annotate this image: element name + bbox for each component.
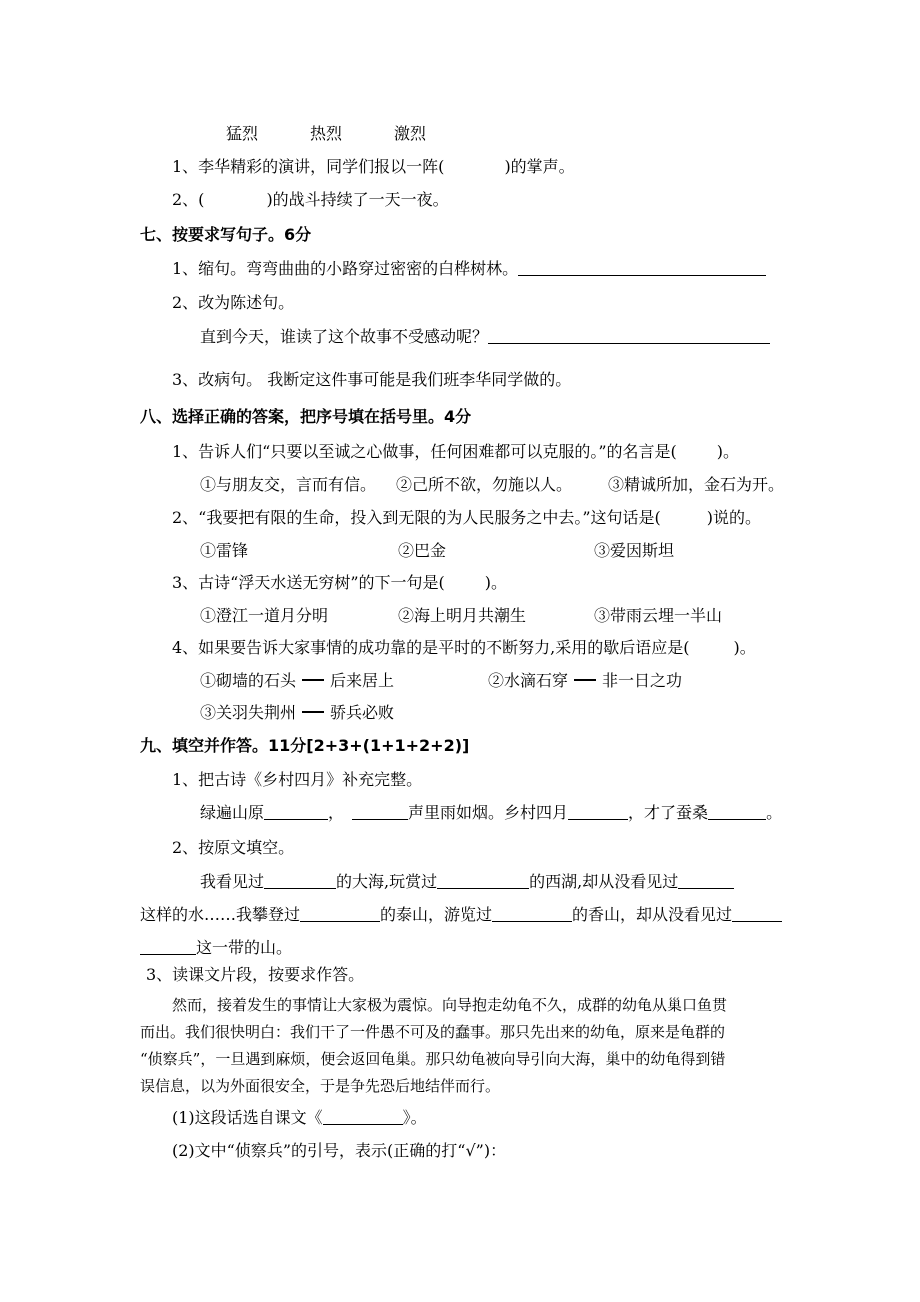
s8-question-1: 1、告诉人们“只要以至诚之心做事，任何困难都可以克服的。”的名言是( )。 xyxy=(172,442,740,461)
poem-blank-3[interactable] xyxy=(568,803,628,820)
passage-line-3: “侦察兵”，一旦遇到麻烦，便会返回龟巢。那只幼龟被向导引向大海，巢中的幼龟得到错 xyxy=(140,1050,726,1068)
passage-line-1: 然而，接着发生的事情让大家极为震惊。向导抱走幼龟不久，成群的幼龟从巢口鱼贯 xyxy=(172,996,728,1014)
s9-question-1: 1、把古诗《乡村四月》补充完整。 xyxy=(172,770,423,789)
s9-question-3: 3、读课文片段，按要求作答。 xyxy=(146,965,365,984)
s9-question-2: 2、按原文填空。 xyxy=(172,838,295,857)
word-choice-2: 热烈 xyxy=(310,124,343,143)
fill-blank-2[interactable] xyxy=(437,872,529,889)
passage-line-4: 误信息，以为外面很安全，于是争先恐后地结伴而行。 xyxy=(140,1077,501,1095)
s7-question-1: 1、缩句。弯弯曲曲的小路穿过密密的白桦树林。 xyxy=(172,259,766,279)
s8-q4-option-1[interactable]: ①砌墙的石头 后来居上 xyxy=(200,671,395,690)
poem-blank-1[interactable] xyxy=(264,803,328,820)
s8-q1-option-3[interactable]: ③精诚所加，金石为开。 xyxy=(608,475,785,494)
s7-question-2-sentence: 直到今天，谁读了这个故事不受感动呢？ xyxy=(200,327,770,347)
s8-q3-option-3[interactable]: ③带雨云埋一半山 xyxy=(594,606,723,625)
s7-q1-answer-line[interactable] xyxy=(518,259,766,276)
s6-question-2: 2、( )的战斗持续了一天一夜。 xyxy=(172,190,449,209)
s9-poem-line: 绿遍山原 ， 声里雨如烟。乡村四月 ，才了蚕桑 。 xyxy=(200,803,783,822)
s8-q4-option-3[interactable]: ③关羽失荆州 骄兵必败 xyxy=(200,703,395,722)
s8-question-3: 3、古诗“浮天水送无穷树”的下一句是( )。 xyxy=(172,573,508,592)
s9-fill-line-1: 我看见过 的大海,玩赏过 的西湖,却从没看见过 xyxy=(200,872,734,892)
section8-heading: 八、选择正确的答案，把序号填在括号里。4分 xyxy=(140,407,472,426)
s9-sub-question-2: (2)文中“侦察兵”的引号，表示(正确的打“√”)： xyxy=(172,1141,507,1160)
fill-blank-6[interactable] xyxy=(732,905,782,922)
s7-question-3: 3、改病句。 我断定这件事可能是我们班李华同学做的。 xyxy=(172,370,572,389)
s8-q2-option-3[interactable]: ③爱因斯坦 xyxy=(594,541,675,560)
dash-divider xyxy=(302,711,324,713)
s8-q3-option-1[interactable]: ①澄江一道月分明 xyxy=(200,606,329,625)
poem-blank-2[interactable] xyxy=(352,803,408,820)
passage-line-2: 而出。我们很快明白：我们干了一件愚不可及的蠢事。那只先出来的幼龟，原来是龟群的 xyxy=(140,1023,726,1041)
fill-blank-4[interactable] xyxy=(300,905,380,922)
s8-question-2: 2、“我要把有限的生命，投入到无限的为人民服务之中去。”这句话是( )说的。 xyxy=(172,508,762,527)
word-choice-3: 激烈 xyxy=(394,124,427,143)
s9-fill-line-2: 这样的水……我攀登过 的泰山，游览过 的香山，却从没看见过 xyxy=(140,905,782,925)
word-choice-1: 猛烈 xyxy=(226,124,259,143)
s7-q2-answer-line[interactable] xyxy=(488,327,770,344)
poem-blank-4[interactable] xyxy=(708,803,766,820)
s8-q4-option-2[interactable]: ②水滴石穿 非一日之功 xyxy=(488,671,683,690)
s9-sub-question-1: (1)这段话选自课文《 》。 xyxy=(172,1108,427,1127)
s8-question-4: 4、如果要告诉大家事情的成功靠的是平时的不断努力,采用的歇后语应是( )。 xyxy=(172,638,756,657)
fill-blank-1[interactable] xyxy=(264,872,336,889)
section9-heading: 九、填空并作答。11分[2+3+(1+1+2+2)] xyxy=(140,736,470,755)
word-choices xyxy=(226,124,426,144)
s8-q3-option-2[interactable]: ②海上明月共潮生 xyxy=(398,606,527,625)
dash-divider xyxy=(574,679,596,681)
lesson-title-blank[interactable] xyxy=(323,1108,403,1125)
s8-q2-option-2[interactable]: ②巴金 xyxy=(398,541,447,560)
s8-q2-option-1[interactable]: ①雷锋 xyxy=(200,541,249,560)
s9-fill-line-3: 这一带的山。 xyxy=(140,938,292,958)
fill-blank-3[interactable] xyxy=(678,872,734,889)
s8-q1-option-2[interactable]: ②己所不欲，勿施以人。 xyxy=(396,475,573,494)
s6-question-1: 1、李华精彩的演讲，同学们报以一阵( )的掌声。 xyxy=(172,157,575,176)
fill-blank-5[interactable] xyxy=(492,905,572,922)
section7-heading: 七、按要求写句子。6分 xyxy=(140,225,312,244)
s7-question-2: 2、改为陈述句。 xyxy=(172,293,295,312)
s8-q1-option-1[interactable]: ①与朋友交，言而有信。 xyxy=(200,475,377,494)
dash-divider xyxy=(302,679,324,681)
fill-blank-7[interactable] xyxy=(140,938,196,955)
